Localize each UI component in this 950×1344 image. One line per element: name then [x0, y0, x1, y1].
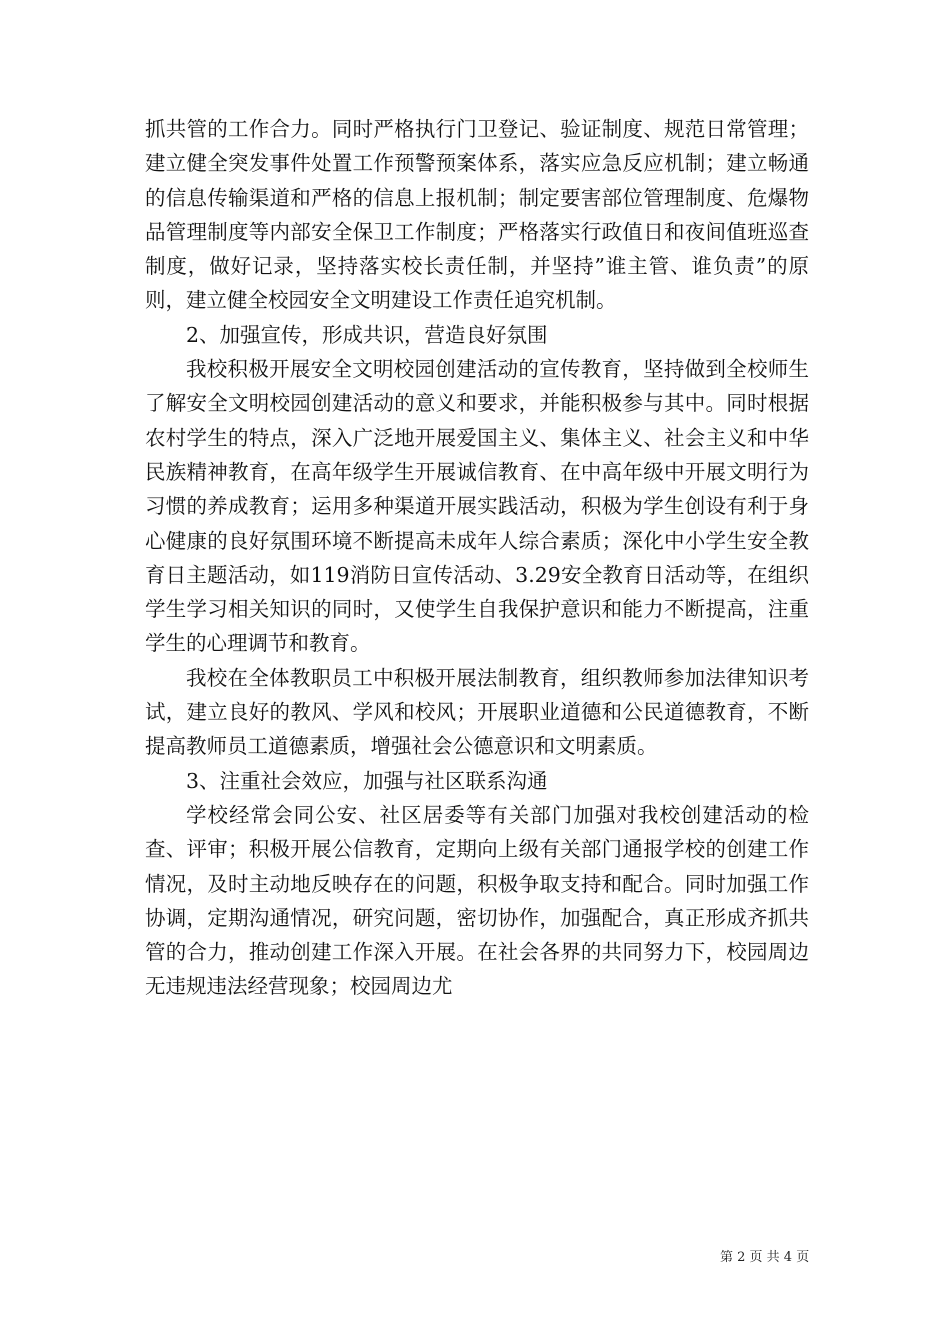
- section-heading: 2、加强宣传，形成共识，营造良好氛围: [186, 322, 548, 347]
- body-paragraph: 我校在全体教职员工中积极开展法制教育，组织教师参加法律知识考试，建立良好的教风、学风和校风；开展职业道德和公民道德教育，不断提高教师员工道德素质，增强社会公德意识和文明素质。: [145, 665, 809, 759]
- page-number: 第 2 页 共 4 页: [720, 1250, 810, 1265]
- body-paragraph: 学校经常会同公安、社区居委等有关部门加强对我校创建活动的检查、评审；积极开展公信教育，定期向上级有关部门通报学校的创建工作情况，及时主动地反映存在的问题，积极争取支持和配合。同时加强工作协调，定期沟通情况，研究问题，密切协作，加强配合，真正形成齐抓共管的合力，推动创建工作深入开展。在社会各界的共同努力下，校园周边无违规违法经营现象；校园周边尤: [145, 802, 809, 999]
- section-heading: 3、注重社会效应，加强与社区联系沟通: [186, 768, 548, 793]
- document-body: [145, 112, 809, 1004]
- body-paragraph: 我校积极开展安全文明校园创建活动的宣传教育，坚持做到全校师生了解安全文明校园创建活动的意义和要求，并能积极参与其中。同时根据农村学生的特点，深入广泛地开展爱国主义、集体主义、社会主义和中华民族精神教育，在高年级学生开展诚信教育、在中高年级中开展文明行为习惯的养成教育；运用多种渠道开展实践活动，积极为学生创设有利于身心健康的良好氛围环境不断提高未成年人综合素质；深化中小学生安全教育日主题活动，如119消防日宣传活动、3.29安全教育日活动等，在组织学生学习相关知识的同时，又使学生自我保护意识和能力不断提高，注重学生的心理调节和教育。: [145, 357, 809, 656]
- body-paragraph: 抓共管的工作合力。同时严格执行门卫登记、验证制度、规范日常管理；建立健全突发事件处置工作预警预案体系，落实应急反应机制；建立畅通的信息传输渠道和严格的信息上报机制；制定要害部位管理制度、危爆物品管理制度等内部安全保卫工作制度；严格落实行政值日和夜间值班巡查制度，做好记录，坚持落实校长责任制，并坚持”谁主管、谁负责”的原则，建立健全校园安全文明建设工作责任追究机制。: [145, 117, 809, 313]
